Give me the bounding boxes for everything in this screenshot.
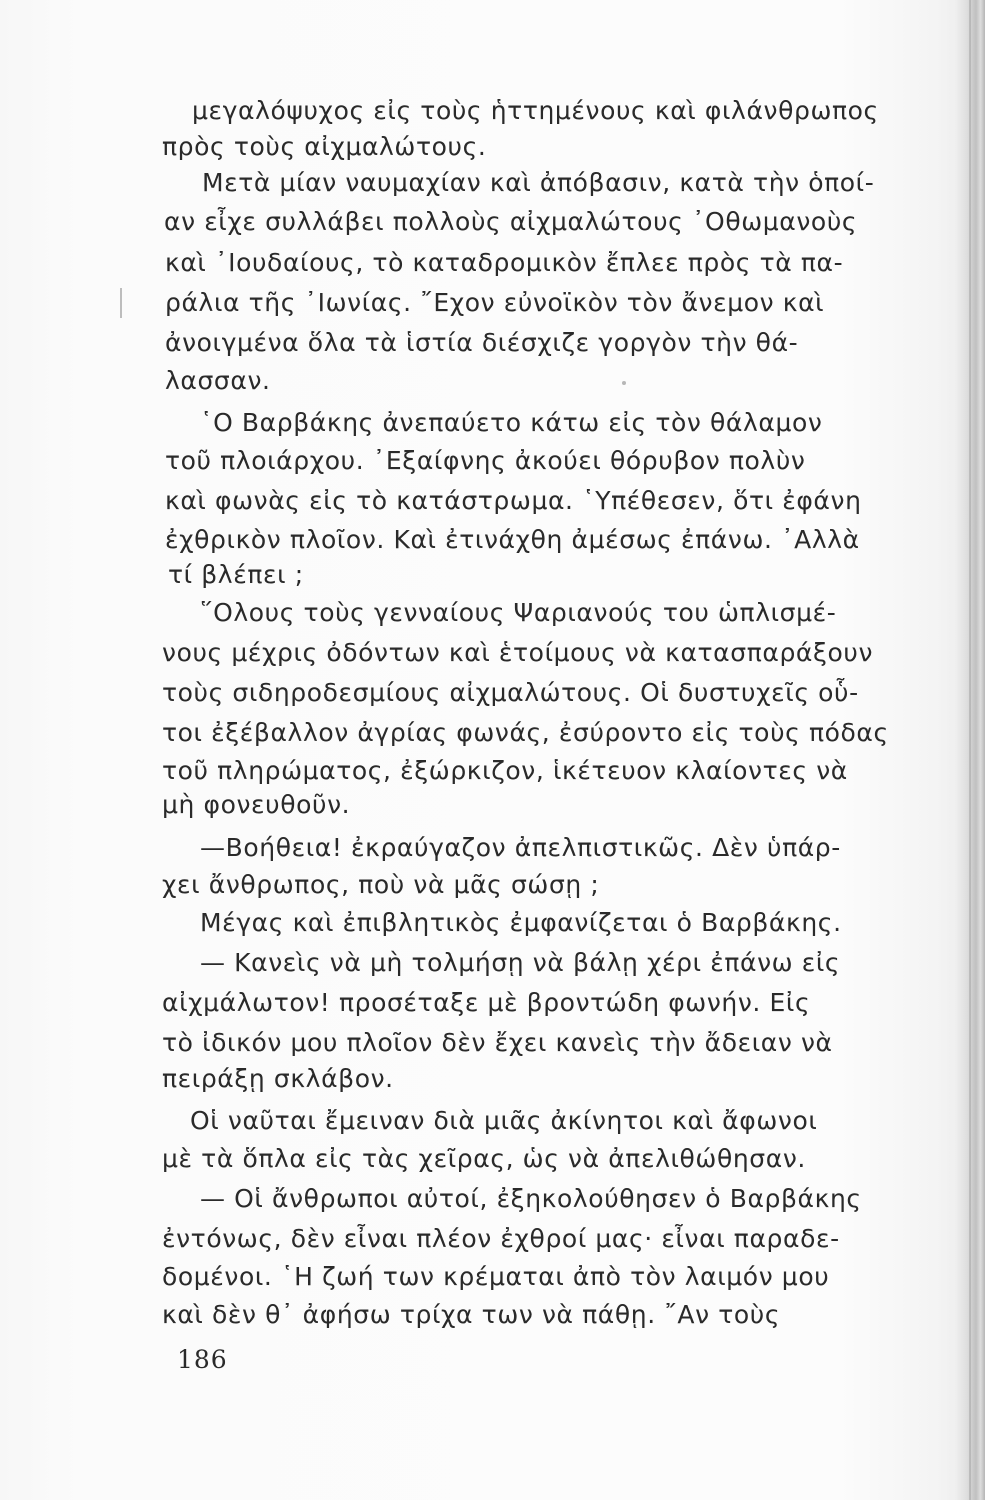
text-line: τί βλέπει ; — [168, 560, 304, 589]
text-line: αἰχμάλωτον! προσέταξε μὲ βροντώδη φωνήν. Εἰς — [162, 988, 811, 1017]
text-line: λασσαν. — [165, 366, 271, 395]
text-line: — Οἱ ἄνθρωποι αὐτοί, ἐξηκολούθησεν ὁ Βαρβάκης — [200, 1184, 862, 1213]
text-line: — Κανεὶς νὰ μὴ τολμήσῃ νὰ βάλῃ χέρι ἐπάνω εἰς — [200, 948, 841, 977]
margin-mark — [120, 288, 122, 318]
text-line: καὶ ᾿Ιουδαίους, τὸ καταδρομικὸν ἔπλεε πρὸς τὰ πα- — [165, 248, 844, 277]
text-line: πρὸς τοὺς αἰχμαλώτους. — [162, 132, 487, 161]
text-line: μὲ τὰ ὅπλα εἰς τὰς χεῖρας, ὡς νὰ ἀπελιθώθησαν. — [162, 1144, 806, 1173]
text-line: ῾Ο Βαρβάκης ἀνεπαύετο κάτω εἰς τὸν θάλαμον — [200, 408, 823, 437]
text-line: αν εἶχε συλλάβει πολλοὺς αἰχμαλώτους ᾿Οθωμανοὺς — [164, 207, 858, 236]
text-line: χει ἄνθρωπος, ποὺ νὰ μᾶς σώσῃ ; — [162, 870, 600, 899]
text-line: μὴ φονευθοῦν. — [162, 790, 351, 819]
page-number: 186 — [177, 1345, 228, 1374]
text-line: τοῦ πλοιάρχου. ᾿Εξαίφνης ἀκούει θόρυβον πολὺν — [165, 446, 806, 475]
text-line: δομένοι. ῾Η ζωή των κρέμαται ἀπὸ τὸν λαιμόν μου — [162, 1262, 830, 1291]
text-line: ἐντόνως, δὲν εἶναι πλέον ἐχθροί μας· εἶναι παραδε- — [162, 1224, 840, 1253]
text-line: ἐχθρικὸν πλοῖον. Καὶ ἐτινάχθη ἀμέσως ἐπάνω. ᾿Αλλὰ — [165, 525, 860, 554]
text-line: πειράξῃ σκλάβον. — [162, 1064, 394, 1093]
text-line: ράλια τῆς ᾿Ιωνίας. ῎Εχον εὐνοϊκὸν τὸν ἄνεμον καὶ — [165, 288, 825, 317]
text-line: τοὺς σιδηροδεσμίους αἰχμαλώτους. Οἱ δυστυχεῖς οὗ- — [162, 678, 859, 707]
text-line: Μετὰ μίαν ναυμαχίαν καὶ ἀπόβασιν, κατὰ τὴν ὁποί- — [202, 168, 875, 197]
text-line: τοῦ πληρώματος, ἐξώρκιζον, ἱκέτευον κλαίοντες νὰ — [162, 756, 848, 785]
page-edge-shadow — [955, 0, 985, 1500]
text-line: καὶ φωνὰς εἰς τὸ κατάστρωμα. ῾Υπέθεσεν, ὅτι ἐφάνη — [165, 486, 862, 515]
text-line: ἀνοιγμένα ὅλα τὰ ἱστία διέσχιζε γοργὸν τὴν θά- — [165, 328, 799, 357]
text-line: ῞Ολους τοὺς γενναίους Ψαριανούς του ὡπλισμέ- — [200, 598, 837, 627]
text-line: τοι ἐξέβαλλον ἀγρίας φωνάς, ἐσύροντο εἰς τοὺς πόδας — [162, 718, 889, 747]
text-line: Μέγας καὶ ἐπιβλητικὸς ἐμφανίζεται ὁ Βαρβάκης. — [200, 908, 842, 937]
text-line: μεγαλόψυχος εἰς τοὺς ἡττημένους καὶ φιλάνθρωπος — [192, 96, 879, 125]
text-line: καὶ δὲν θ᾿ ἀφήσω τρίχα των νὰ πάθῃ. ῎Αν τοὺς — [162, 1300, 781, 1329]
text-line: νους μέχρις ὀδόντων καὶ ἑτοίμους νὰ κατασπαράξουν — [162, 638, 874, 667]
print-speck — [622, 381, 626, 385]
text-line: τὸ ἰδικόν μου πλοῖον δὲν ἔχει κανεὶς τὴν ἄδειαν νὰ — [162, 1028, 833, 1057]
text-line: —Βοήθεια! ἐκραύγαζον ἀπελπιστικῶς. Δὲν ὑπάρ- — [200, 833, 841, 862]
text-line: Οἱ ναῦται ἔμειναν διὰ μιᾶς ἀκίνητοι καὶ ἄφωνοι — [190, 1106, 818, 1135]
